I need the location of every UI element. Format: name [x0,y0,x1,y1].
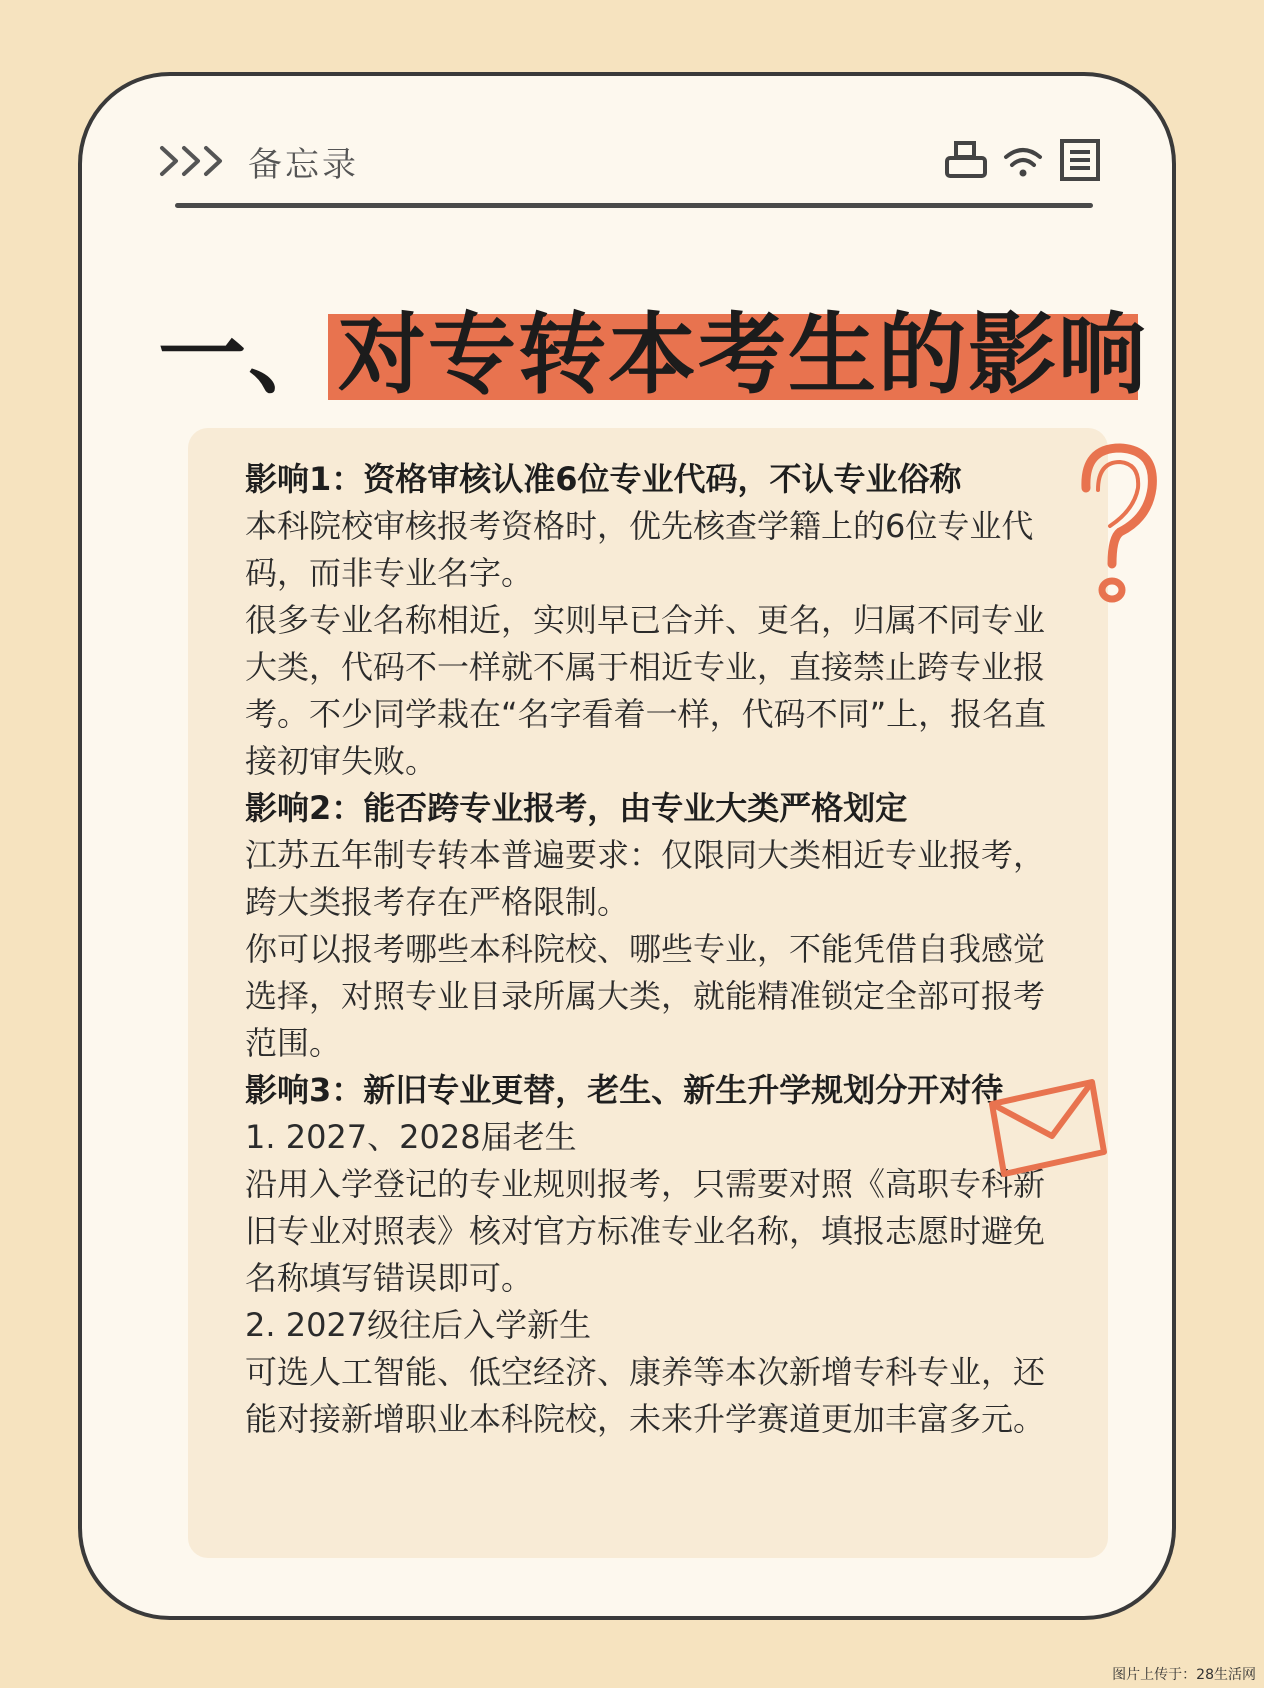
body-paragraph: 很多专业名称相近，实则早已合并、更名，归属不同专业大类，代码不一样就不属于相近专业，直接禁止跨专业报考。不少同学栽在“名字看着一样，代码不同”上，报名直接初审失败。 [245,601,1047,780]
wifi-icon[interactable] [1002,141,1044,179]
question-mark-doodle [1068,438,1164,618]
body-paragraph: 江苏五年制专转本普遍要求：仅限同大类相近专业报考，跨大类报考存在严格限制。 [245,836,1046,921]
memo-header [158,136,359,186]
body-paragraph: 本科院校审核报考资格时，优先核查学籍上的6位专业代码，而非专业名字。 [245,507,1034,592]
body-paragraph: 2. 2027级往后入学新生 [245,1306,592,1344]
body-paragraph: 沿用入学登记的专业规则报考，只需要对照《高职专科新旧专业对照表》核对官方标准专业名称，填报志愿时避免名称填写错误即可。 [245,1165,1046,1297]
header-icons [944,138,1102,182]
section-heading: 影响1：资格审核认准6位专业代码，不认专业俗称 [245,460,962,498]
header-divider [175,203,1093,208]
content-text [245,456,1065,1443]
body-paragraph: 1. 2027、2028届老生 [245,1118,577,1156]
document-icon[interactable] [1058,138,1102,182]
body-paragraph: 可选人工智能、低空经济、康养等本次新增专科专业，还能对接新增职业本科院校，未来升学赛道更加丰富多元。 [245,1353,1046,1438]
section-heading: 影响2：能否跨专业报考，由专业大类严格划定 [245,789,908,827]
page-title: 一、对专转本考生的影响 [158,303,1149,406]
body-paragraph: 你可以报考哪些本科院校、哪些专业，不能凭借自我感觉选择，对照专业目录所属大类，就能精准锁定全部可报考范围。 [245,930,1046,1062]
chevrons-icon [158,144,230,178]
watermark: 图片上传于：28生活网 [1112,1667,1256,1683]
printer-icon[interactable] [944,140,988,180]
app-name: 备忘录 [248,144,359,185]
title-block [158,300,1148,410]
section-heading: 影响3：新旧专业更替，老生、新生升学规划分开对待 [245,1071,1004,1109]
envelope-doodle [986,1078,1112,1178]
